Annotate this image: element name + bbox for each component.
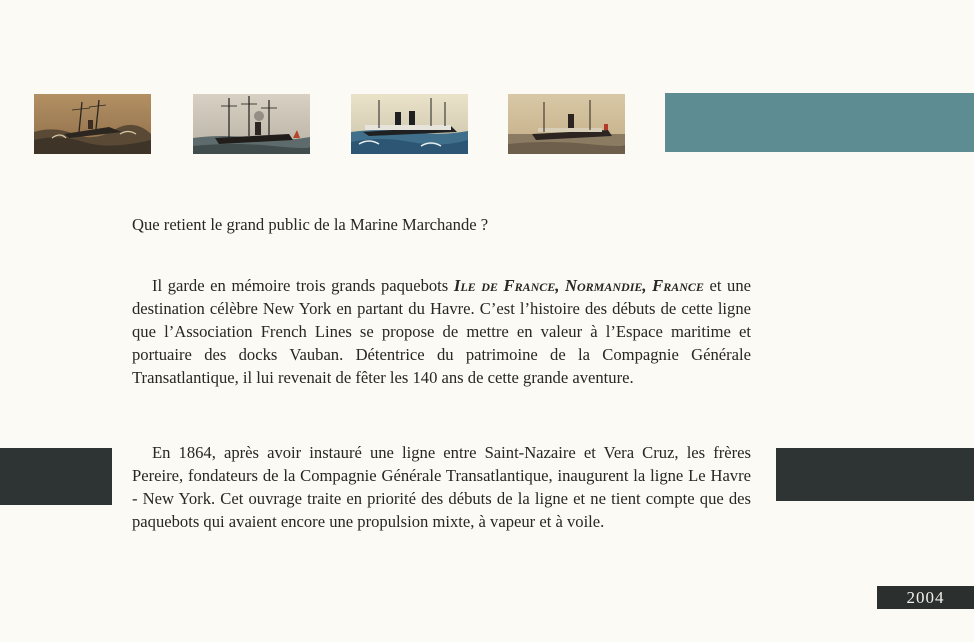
steamship-storm-painting	[34, 94, 151, 154]
paragraph-line-history: En 1864, après avoir instauré une ligne entre Saint-Nazaire et Vera Cruz, les frères Pereire, fondateurs de la Compagnie Générale Transatlantique, inaugurent la ligne Le Havre - New York. Cet ouvrage traite en priorité des débuts de la ligne et ne tient compte que des paquebots qui avaient encore une propulsion mixte, à vapeur et à voile.	[132, 443, 751, 531]
steamship-harbor-painting	[508, 94, 625, 154]
paragraph-famous-liners	[132, 274, 751, 389]
intro-question: Que retient le grand public de la Marine Marchande ?	[132, 215, 489, 234]
steamship-rigging-painting	[193, 94, 310, 154]
dark-decorative-band-left	[0, 448, 112, 505]
paragraph-1-body: et une destination célèbre New York en partant du Havre. C’est l’histoire des débuts de cette ligne que l’Association French Lines se propose de mettre en valeur à l’Espace maritime et portuaire des docks Vauban. Détentrice du patrimoine de la Compagnie Générale Transatlantique, il lui revenait de fêter les 140 ans de cette grande aventure.	[132, 276, 752, 387]
ship-name-france: France	[652, 276, 704, 295]
ship-name-ile-de-france: Ile de France,	[453, 276, 566, 295]
steamship-sea-painting	[351, 94, 468, 154]
teal-decorative-band	[665, 93, 974, 152]
year-badge: 2004	[877, 586, 974, 609]
ship-name-normandie: Normandie,	[565, 276, 647, 295]
dark-decorative-band-right	[776, 448, 974, 501]
paragraph-1-lead: Il garde en mémoire trois grands paquebots	[152, 276, 454, 295]
